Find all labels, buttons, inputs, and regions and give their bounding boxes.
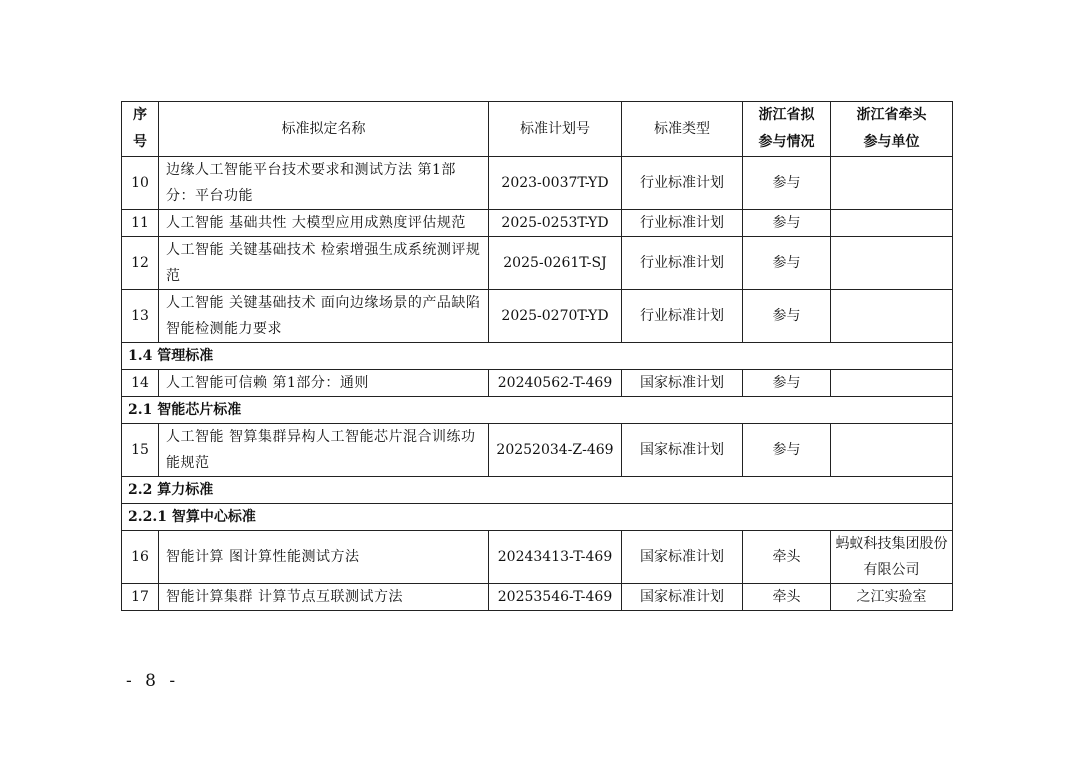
standard-name: 人工智能可信赖 第1部分：通则 xyxy=(159,370,489,397)
table-row xyxy=(122,531,953,584)
standard-type: 行业标准计划 xyxy=(622,210,743,237)
row-number: 14 xyxy=(122,370,159,397)
table-row xyxy=(122,210,953,237)
standard-name: 智能计算 图计算性能测试方法 xyxy=(159,531,489,584)
section-title: 2.1 智能芯片标准 xyxy=(122,397,953,424)
standard-name: 人工智能 关键基础技术 检索增强生成系统测评规范 xyxy=(159,237,489,290)
standard-type: 国家标准计划 xyxy=(622,424,743,477)
participation: 参与 xyxy=(743,157,831,210)
row-number: 10 xyxy=(122,157,159,210)
header-unit: 浙江省牵头 参与单位 xyxy=(831,102,953,157)
lead-unit: 蚂蚁科技集团股份有限公司 xyxy=(831,531,953,584)
lead-unit: 之江实验室 xyxy=(831,584,953,611)
participation: 参与 xyxy=(743,370,831,397)
lead-unit xyxy=(831,424,953,477)
standard-name: 人工智能 智算集群异构人工智能芯片混合训练功能规范 xyxy=(159,424,489,477)
plan-number: 2025-0270T-YD xyxy=(489,290,622,343)
section-row xyxy=(122,397,953,424)
table-row xyxy=(122,157,953,210)
standard-name: 边缘人工智能平台技术要求和测试方法 第1部分：平台功能 xyxy=(159,157,489,210)
row-number: 12 xyxy=(122,237,159,290)
plan-number: 2023-0037T-YD xyxy=(489,157,622,210)
participation: 参与 xyxy=(743,237,831,290)
lead-unit xyxy=(831,237,953,290)
standards-table xyxy=(121,101,953,611)
header-seq: 序 号 xyxy=(122,102,159,157)
participation: 牵头 xyxy=(743,584,831,611)
table-body xyxy=(122,157,953,611)
participation: 参与 xyxy=(743,290,831,343)
participation: 牵头 xyxy=(743,531,831,584)
participation: 参与 xyxy=(743,424,831,477)
row-number: 11 xyxy=(122,210,159,237)
standard-type: 国家标准计划 xyxy=(622,584,743,611)
standard-type: 行业标准计划 xyxy=(622,237,743,290)
table-row xyxy=(122,290,953,343)
lead-unit xyxy=(831,157,953,210)
row-number: 15 xyxy=(122,424,159,477)
plan-number: 20252034-Z-469 xyxy=(489,424,622,477)
row-number: 17 xyxy=(122,584,159,611)
table-row xyxy=(122,584,953,611)
header-type: 标准类型 xyxy=(622,102,743,157)
lead-unit xyxy=(831,370,953,397)
plan-number: 2025-0261T-SJ xyxy=(489,237,622,290)
lead-unit xyxy=(831,290,953,343)
section-row xyxy=(122,477,953,504)
standard-name: 人工智能 基础共性 大模型应用成熟度评估规范 xyxy=(159,210,489,237)
standard-name: 智能计算集群 计算节点互联测试方法 xyxy=(159,584,489,611)
row-number: 13 xyxy=(122,290,159,343)
section-title: 2.2.1 智算中心标准 xyxy=(122,504,953,531)
row-number: 16 xyxy=(122,531,159,584)
table-row xyxy=(122,424,953,477)
header-plan-no: 标准计划号 xyxy=(489,102,622,157)
standard-type: 国家标准计划 xyxy=(622,531,743,584)
participation: 参与 xyxy=(743,210,831,237)
plan-number: 20243413-T-469 xyxy=(489,531,622,584)
section-row xyxy=(122,504,953,531)
lead-unit xyxy=(831,210,953,237)
plan-number: 2025-0253T-YD xyxy=(489,210,622,237)
standard-type: 国家标准计划 xyxy=(622,370,743,397)
standard-name: 人工智能 关键基础技术 面向边缘场景的产品缺陷智能检测能力要求 xyxy=(159,290,489,343)
table-row xyxy=(122,237,953,290)
page-number: - 8 - xyxy=(126,671,180,691)
header-participation: 浙江省拟 参与情况 xyxy=(743,102,831,157)
table-header-row xyxy=(122,102,953,157)
section-title: 1.4 管理标准 xyxy=(122,343,953,370)
plan-number: 20240562-T-469 xyxy=(489,370,622,397)
section-row xyxy=(122,343,953,370)
table-row xyxy=(122,370,953,397)
standard-type: 行业标准计划 xyxy=(622,157,743,210)
standard-type: 行业标准计划 xyxy=(622,290,743,343)
plan-number: 20253546-T-469 xyxy=(489,584,622,611)
section-title: 2.2 算力标准 xyxy=(122,477,953,504)
header-name: 标准拟定名称 xyxy=(159,102,489,157)
